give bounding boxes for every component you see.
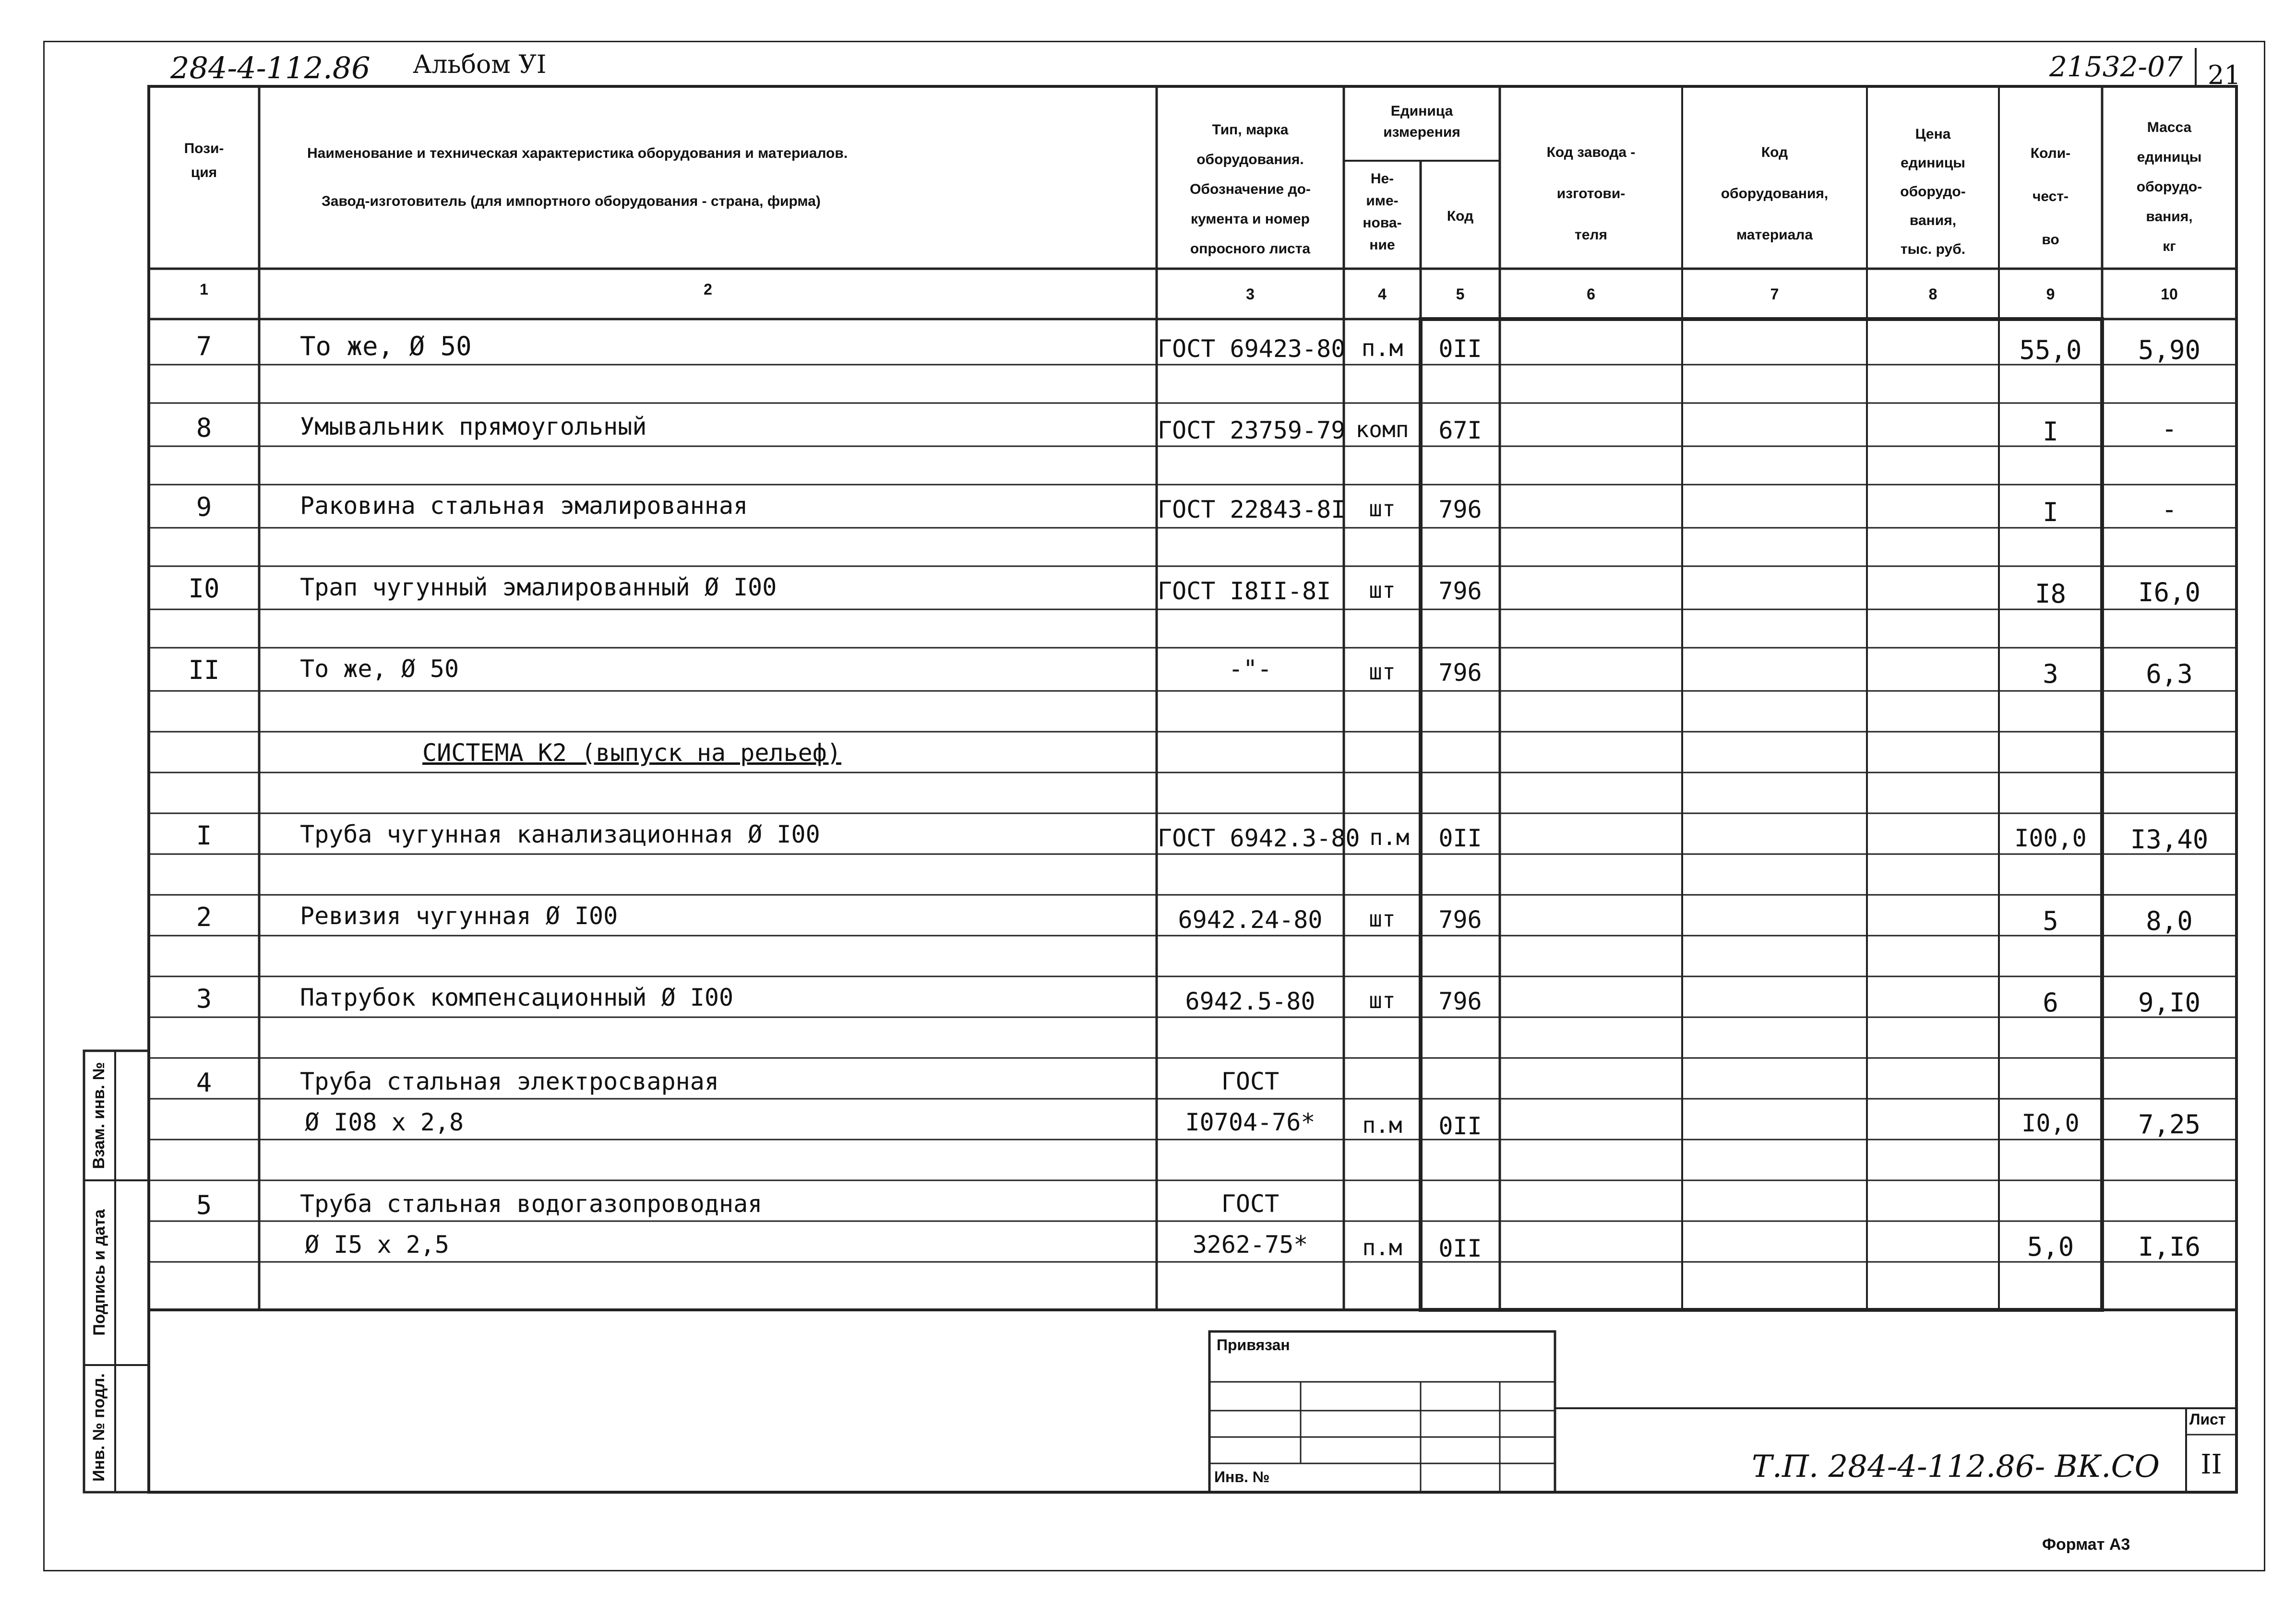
col-number-4: 4 bbox=[1378, 285, 1387, 303]
table-row-unit: п.м bbox=[1362, 1112, 1402, 1138]
table-row-unit: шт bbox=[1369, 577, 1396, 603]
side-label-orig-inv: Инв. № подл. bbox=[90, 1373, 108, 1482]
table-row-qty: I00,0 bbox=[2014, 824, 2087, 852]
table-row-code: 0II bbox=[1438, 335, 1482, 363]
table-row-name: Патрубок компенсационный Ø I00 bbox=[300, 984, 734, 1011]
table-row-name: То же, Ø 50 bbox=[300, 331, 472, 361]
table-row-pos: I0 bbox=[188, 573, 220, 604]
table-row-doc: ГОСТ I8II-8I bbox=[1158, 577, 1331, 605]
table-row-qty: 5 bbox=[2043, 906, 2058, 936]
col-header-factory-code: Код завода - изготови- теля bbox=[1546, 144, 1636, 243]
table-row-mass: I,I6 bbox=[2138, 1232, 2201, 1262]
table-row-mass: - bbox=[2161, 414, 2177, 444]
sheet-page-number: 21 bbox=[2208, 60, 2241, 90]
sheet-label: Лист bbox=[2189, 1411, 2226, 1428]
table-row-mass: - bbox=[2161, 494, 2177, 524]
table-row-pos: 4 bbox=[196, 1068, 212, 1098]
table-row-code: 67I bbox=[1438, 416, 1482, 444]
table-row-doc: 6942.24-80 bbox=[1178, 906, 1323, 934]
table-row-mass: 7,25 bbox=[2138, 1109, 2201, 1140]
col-number-10: 10 bbox=[2161, 285, 2178, 303]
col-number-9: 9 bbox=[2046, 285, 2055, 303]
table-row-name: То же, Ø 50 bbox=[300, 655, 459, 683]
table-row-unit: шт bbox=[1369, 906, 1396, 932]
table-row-doc: ГОСТ bbox=[1221, 1068, 1280, 1095]
table-row-qty: I bbox=[2043, 497, 2058, 527]
table-row-qty: 3 bbox=[2043, 659, 2058, 689]
document-designation: Т.П. 284-4-112.86- ВК.СО bbox=[1752, 1449, 2160, 1485]
col-header-equipment-code: Код оборудования, материала bbox=[1721, 144, 1829, 243]
col-header-position: Пози- ция bbox=[184, 141, 224, 180]
table-row-pos: 3 bbox=[196, 984, 212, 1014]
table-row-name: Умывальник прямоугольный bbox=[300, 413, 647, 440]
table-row-unit: шт bbox=[1369, 987, 1396, 1013]
table-row-qty: 55,0 bbox=[2019, 335, 2082, 365]
table-row-unit: п.м bbox=[1361, 335, 1403, 362]
col-header-name: Наименование и техническая характеристика оборудования и материалов. Завод-изготовитель (для импортного оборудования - страна, фирма) bbox=[307, 145, 848, 209]
table-row-code: 0II bbox=[1438, 1112, 1482, 1140]
table-row-mass: I6,0 bbox=[2138, 577, 2201, 607]
table-row-doc: ГОСТ 23759-79 bbox=[1158, 416, 1346, 444]
bound-stamp-label: Привязан bbox=[1217, 1336, 1290, 1354]
col-number-7: 7 bbox=[1770, 285, 1779, 303]
col-number-3: 3 bbox=[1246, 285, 1255, 303]
sheet-number: II bbox=[2200, 1449, 2222, 1480]
table-row-doc: 6942.5-80 bbox=[1185, 987, 1315, 1015]
table-row-doc: -"- bbox=[1228, 655, 1272, 683]
table-row-code: 796 bbox=[1438, 496, 1482, 523]
col-number-5: 5 bbox=[1456, 285, 1465, 303]
table-row-name: Ревизия чугунная Ø I00 bbox=[300, 902, 618, 930]
side-label-signature-date: Подпись и дата bbox=[90, 1209, 108, 1336]
table-row-qty: I8 bbox=[2034, 579, 2067, 609]
table-row-code: 796 bbox=[1438, 659, 1482, 687]
table-row-pos: 9 bbox=[196, 492, 212, 522]
table-row-mass: 5,90 bbox=[2138, 335, 2201, 365]
col-header-quantity: Коли- чест- во bbox=[2030, 145, 2071, 248]
col-header-price: Цена единицы оборудо- вания, тыс. руб. bbox=[1900, 126, 1966, 257]
inventory-number: 21532-07 bbox=[2049, 50, 2183, 83]
side-label-replace-inv: Взам. инв. № bbox=[90, 1062, 108, 1169]
table-row-pos: I bbox=[196, 820, 212, 851]
section-heading: СИСТЕМА К2 (выпуск на рельеф) bbox=[422, 739, 841, 767]
col-number-2: 2 bbox=[704, 281, 712, 298]
table-row-name: Трап чугунный эмалированный Ø I00 bbox=[300, 573, 777, 601]
table-row-unit: п.м bbox=[1369, 824, 1410, 850]
table-row-name: Труба стальная водогазопроводная bbox=[300, 1190, 763, 1218]
col-header-unit-name: Не- име- нова- ние bbox=[1363, 171, 1402, 253]
table-row-name: Труба стальная электросварная bbox=[300, 1068, 719, 1095]
col-number-6: 6 bbox=[1587, 285, 1595, 303]
table-row-unit: п.м bbox=[1362, 1235, 1402, 1260]
table-row-name: Раковина стальная эмалированная bbox=[300, 492, 748, 520]
project-code: 284-4-112.86 bbox=[170, 50, 371, 85]
table-row-doc: ГОСТ 22843-8I bbox=[1158, 496, 1346, 523]
table-row-pos: II bbox=[188, 655, 220, 685]
col-header-unit: Единица измерения bbox=[1383, 103, 1460, 140]
table-row-unit: комп bbox=[1355, 416, 1409, 442]
table-row-code: 796 bbox=[1438, 577, 1482, 605]
table-row-mass: 6,3 bbox=[2146, 659, 2193, 689]
paper-format: Формат А3 bbox=[2042, 1535, 2130, 1554]
table-row-name: Труба чугунная канализационная Ø I00 bbox=[300, 820, 820, 848]
table-row-unit: шт bbox=[1369, 659, 1396, 685]
col-header-mass: Масса единицы оборудо- вания, кг bbox=[2136, 119, 2202, 254]
table-row-pos: 7 bbox=[196, 331, 212, 361]
table-row-doc-2: I0704-76* bbox=[1185, 1108, 1315, 1136]
table-row-doc: ГОСТ bbox=[1221, 1190, 1280, 1218]
table-row-qty: 5,0 bbox=[2027, 1232, 2074, 1262]
col-number-1: 1 bbox=[200, 281, 208, 298]
table-row-code: 0II bbox=[1438, 1235, 1482, 1262]
album-label: Альбом УI bbox=[413, 50, 547, 79]
table-row-qty: I0,0 bbox=[2021, 1109, 2080, 1137]
table-row-unit: шт bbox=[1369, 496, 1396, 522]
table-row-pos: 8 bbox=[196, 413, 212, 443]
table-row-name-2: Ø I08 х 2,8 bbox=[305, 1108, 464, 1136]
col-header-unit-code: Код bbox=[1447, 208, 1474, 224]
table-row-code: 796 bbox=[1438, 987, 1482, 1015]
table-row-code: 0II bbox=[1438, 824, 1482, 852]
col-header-type: Тип, марка оборудования. Обозначение до- кумента и номер опросного листа bbox=[1190, 122, 1311, 257]
table-row-doc-2: 3262-75* bbox=[1192, 1231, 1308, 1259]
table-row-mass: 9,I0 bbox=[2138, 987, 2201, 1018]
table-row-doc: ГОСТ 69423-80 bbox=[1158, 335, 1346, 363]
col-number-8: 8 bbox=[1928, 285, 1937, 303]
table-row-pos: 2 bbox=[196, 902, 212, 932]
table-row-doc: ГОСТ 6942.3-80 bbox=[1158, 824, 1360, 852]
table-row-qty: I bbox=[2043, 416, 2058, 447]
table-row-mass: 8,0 bbox=[2146, 906, 2193, 936]
table-row-name-2: Ø I5 х 2,5 bbox=[305, 1231, 450, 1259]
stamp-inv-label: Инв. № bbox=[1214, 1468, 1270, 1485]
table-row-qty: 6 bbox=[2043, 987, 2058, 1018]
table-row-code: 796 bbox=[1438, 906, 1482, 934]
table-row-mass: I3,40 bbox=[2130, 824, 2209, 855]
table-row-pos: 5 bbox=[196, 1190, 212, 1220]
